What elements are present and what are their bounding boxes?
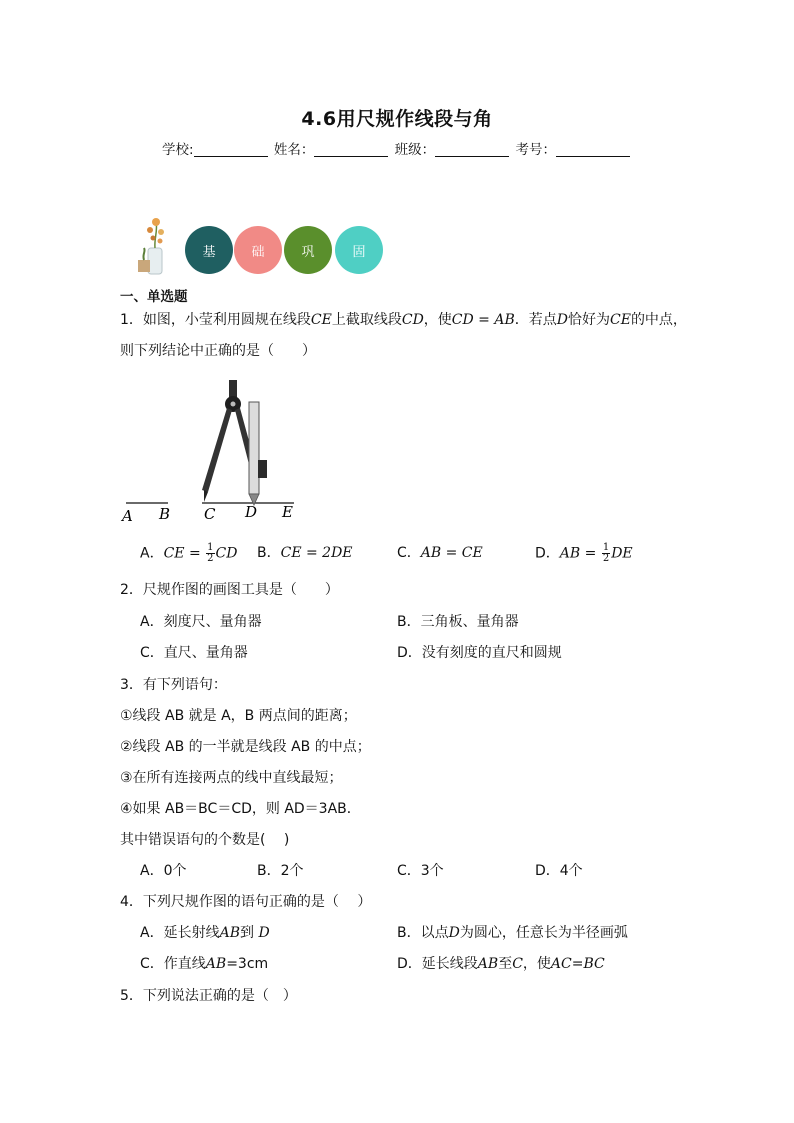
q1-option-c[interactable]: C．AB = CE <box>397 545 483 561</box>
q3-option-b[interactable]: B．2个 <box>257 863 304 879</box>
q4-option-a[interactable]: A．延长射线AB到 D <box>140 925 270 941</box>
name-label: 姓名： <box>273 142 315 158</box>
badge-chu: 础 <box>234 226 282 274</box>
q1-option-b[interactable]: B．CE = 2DE <box>257 545 353 561</box>
q3-option-a[interactable]: A．0个 <box>140 863 187 879</box>
q2-option-a[interactable]: A．刻度尺、量角器 <box>140 614 262 630</box>
q3-stem: 3．有下列语句： <box>120 677 227 693</box>
number-blank[interactable] <box>556 142 630 157</box>
student-info-line <box>0 138 794 158</box>
label-B: B <box>159 505 171 523</box>
q2-stem: 2．尺规作图的画图工具是（ ） <box>120 582 339 598</box>
q3-statement-1: ①线段 AB 就是 A，B 两点间的距离； <box>120 708 357 724</box>
q2-option-c[interactable]: C．直尺、量角器 <box>140 645 248 661</box>
q1-option-a[interactable]: A．CE = $\frac{1}{2}$ CD <box>140 542 238 564</box>
section-title: 一、单选题 <box>120 289 188 305</box>
label-E: E <box>282 503 293 521</box>
q4-option-b[interactable]: B．以点D为圆心，任意长为半径画弧 <box>397 925 628 941</box>
school-blank[interactable] <box>194 142 268 157</box>
q1-stem-line2: 则下列结论中正确的是（ ） <box>120 343 316 359</box>
q3-option-d[interactable]: D．4个 <box>535 863 583 879</box>
badge-ji: 基 <box>185 226 233 274</box>
school-label: 学校: <box>162 142 194 158</box>
q2-option-b[interactable]: B．三角板、量角器 <box>397 614 519 630</box>
q3-option-c[interactable]: C．3个 <box>397 863 444 879</box>
class-blank[interactable] <box>435 142 509 157</box>
badge-gong: 巩 <box>284 226 332 274</box>
name-blank[interactable] <box>314 142 388 157</box>
q1-stem: 1．如图，小莹利用圆规在线段CE上截取线段CD，使CD = AB．若点D恰好为CE的中点， <box>120 312 687 328</box>
q4-stem: 4．下列尺规作图的语句正确的是（ ） <box>120 894 372 910</box>
q4-option-d[interactable]: D．延长线段AB至C，使AC=BC <box>397 956 605 972</box>
q3-question: 其中错误语句的个数是( ) <box>120 832 290 848</box>
badge-gu: 固 <box>335 226 383 274</box>
label-D: D <box>245 503 258 521</box>
q3-statement-4: ④如果 AB＝BC＝CD，则 AD＝3AB． <box>120 801 361 817</box>
q4-option-c[interactable]: C．作直线AB=3cm <box>140 956 269 972</box>
q5-stem: 5．下列说法正确的是（ ） <box>120 988 297 1004</box>
compass-figure <box>118 374 308 526</box>
class-label: 班级： <box>394 142 436 158</box>
number-label: 考号： <box>515 142 556 158</box>
q2-option-d[interactable]: D．没有刻度的直尺和圆规 <box>397 645 562 661</box>
plant-decoration-icon <box>136 214 176 276</box>
label-C: C <box>204 505 216 523</box>
label-A: A <box>122 507 133 525</box>
q3-statement-2: ②线段 AB 的一半就是线段 AB 的中点； <box>120 739 371 755</box>
q1-option-d[interactable]: D．AB = $\frac{1}{2}$ DE <box>535 542 633 564</box>
page-title: 4.6用尺规作线段与角 <box>301 108 493 130</box>
q3-statement-3: ③在所有连接两点的线中直线最短； <box>120 770 343 786</box>
